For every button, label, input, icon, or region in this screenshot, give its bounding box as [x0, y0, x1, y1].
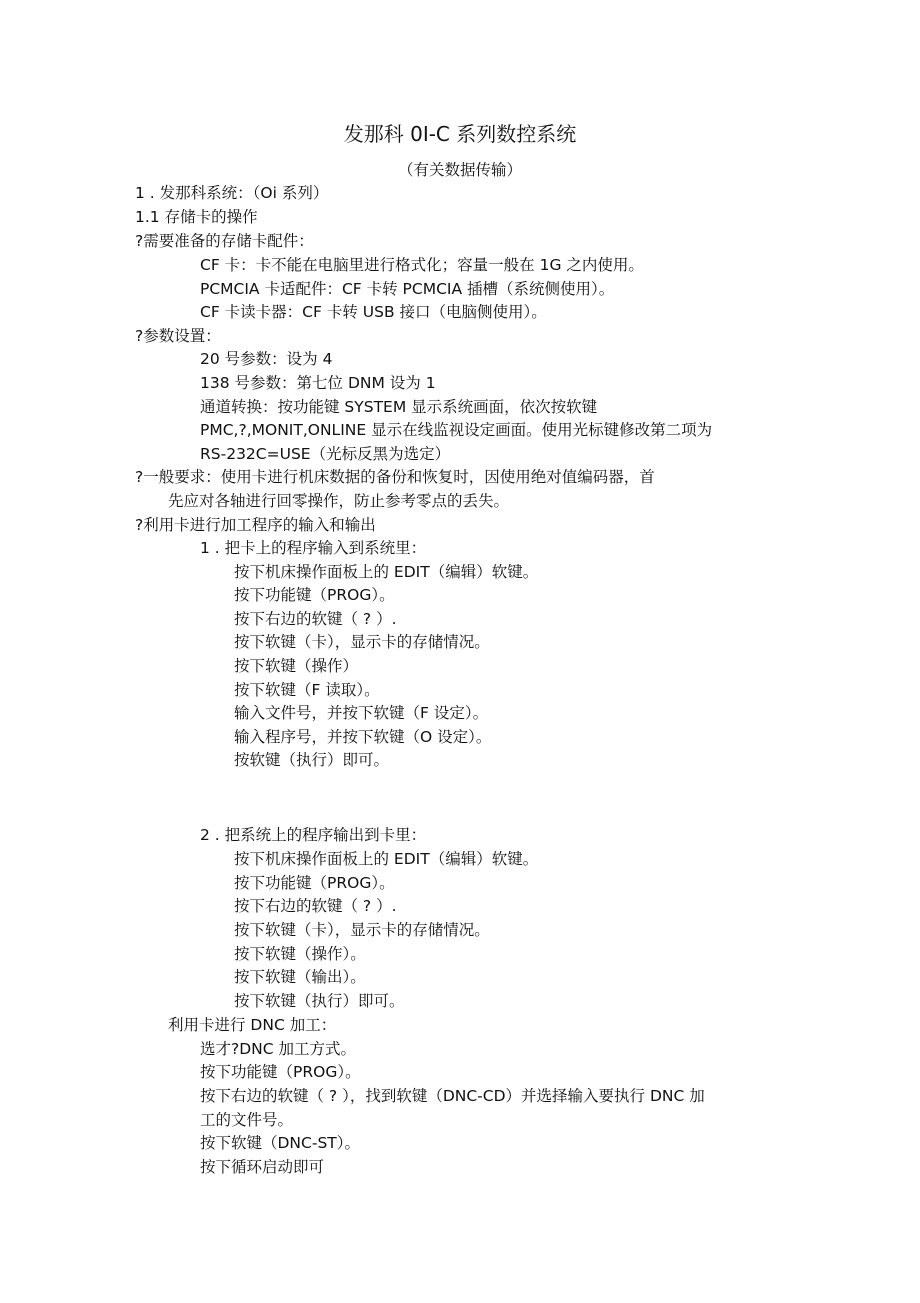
text-line: 先应对各轴进行回零操作，防止参考零点的丢失。: [168, 492, 510, 510]
text-line: 通道转换：按功能键 SYSTEM 显示系统画面，依次按软键: [200, 398, 598, 416]
bullet-heading: ?参数设置：: [135, 327, 221, 345]
bullet-heading: ?利用卡进行加工程序的输入和输出: [135, 516, 376, 534]
text-line: CF 卡：卡不能在电脑里进行格式化；容量一般在 1G 之内使用。: [200, 256, 644, 274]
step-line: 按下软键（操作）: [234, 657, 359, 675]
step-line: 按下软键（DNC-ST）。: [200, 1134, 361, 1152]
step-line: 按下功能键（PROG）。: [200, 1063, 361, 1081]
step-line: 选才?DNC 加工方式。: [200, 1040, 357, 1058]
text-line: 138 号参数：第七位 DNM 设为 1: [200, 374, 436, 392]
step-line: 按下软键（卡），显示卡的存储情况。: [234, 921, 490, 939]
step-line: 按下右边的软键（ ? ）.: [234, 610, 397, 628]
step-line: 输入程序号，并按下软键（O 设定）。: [234, 728, 492, 746]
step-line: 按下功能键（PROG）。: [234, 874, 395, 892]
text-line: CF 卡读卡器：CF 卡转 USB 接口（电脑侧使用）。: [200, 303, 547, 321]
step-line: 工的文件号。: [200, 1111, 294, 1129]
bullet-heading: ?一般要求：使用卡进行机床数据的备份和恢复时，因使用绝对值编码器，首: [135, 468, 655, 486]
step-line: 按下软键（执行）即可。: [234, 992, 405, 1010]
step-line: 按下右边的软键（ ? ）.: [234, 897, 397, 915]
step-line: 按软键（执行）即可。: [234, 751, 390, 769]
step-line: 按下软键（输出）。: [234, 968, 366, 986]
subsection-heading: 1.1 存储卡的操作: [135, 208, 258, 226]
step-line: 输入文件号，并按下软键（F 设定）。: [234, 704, 489, 722]
step-line: 按下循环启动即可: [200, 1158, 325, 1176]
bullet-heading: ?需要准备的存储卡配件：: [135, 232, 314, 250]
numbered-heading: 1 . 把卡上的程序输入到系统里：: [200, 539, 427, 557]
step-line: 按下功能键（PROG）。: [234, 586, 395, 604]
section-heading: 利用卡进行 DNC 加工：: [168, 1016, 337, 1034]
text-line: PCMCIA 卡适配件：CF 卡转 PCMCIA 插槽（系统侧使用）。: [200, 280, 615, 298]
text-line: RS-232C=USE（光标反黑为选定）: [200, 445, 451, 463]
section-heading: 1 . 发那科系统：（Oi 系列）: [135, 184, 329, 202]
step-line: 按下软键（卡），显示卡的存储情况。: [234, 633, 490, 651]
step-line: 按下软键（操作）。: [234, 945, 366, 963]
text-line: PMC,?,MONIT,ONLINE 显示在线监视设定画面。使用光标键修改第二项为: [200, 421, 713, 439]
step-line: 按下机床操作面板上的 EDIT（编辑）软键。: [234, 563, 539, 581]
step-line: 按下右边的软键（ ? ），找到软键（DNC-CD）并选择输入要执行 DNC 加: [200, 1087, 705, 1105]
step-line: 按下软键（F 读取）。: [234, 681, 380, 699]
text-line: 20 号参数：设为 4: [200, 350, 333, 368]
document-subtitle: （有关数据传输）: [397, 161, 522, 179]
numbered-heading: 2 . 把系统上的程序输出到卡里：: [200, 826, 427, 844]
step-line: 按下机床操作面板上的 EDIT（编辑）软键。: [234, 850, 539, 868]
document-title: 发那科 0I-C 系列数控系统: [343, 122, 577, 146]
